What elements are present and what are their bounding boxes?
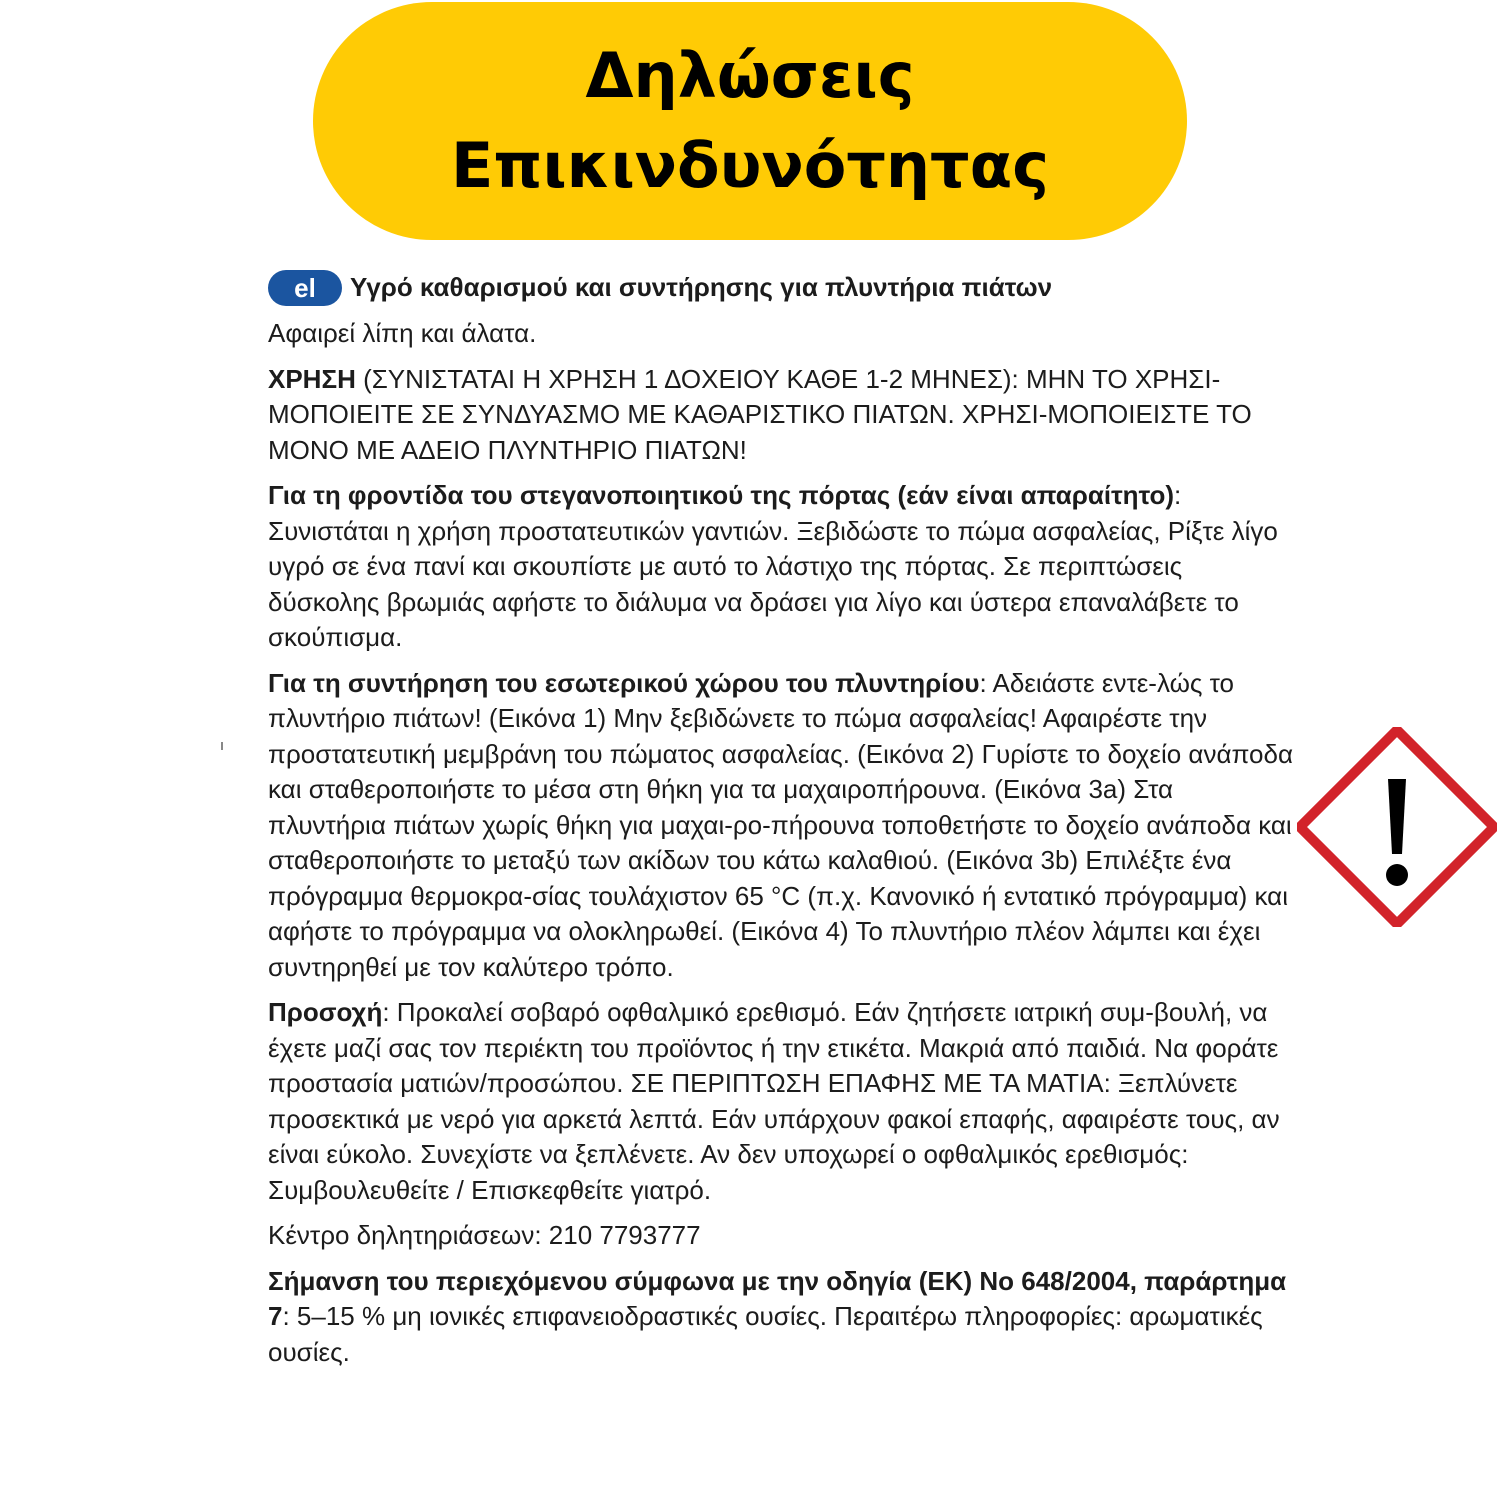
title-banner — [313, 2, 1187, 240]
interior-paragraph — [268, 666, 1298, 986]
door-seal-heading: Για τη φροντίδα του στεγανοποιητικού της πόρτας (εάν είναι απαραίτητο) — [268, 480, 1174, 510]
door-seal-paragraph — [268, 478, 1298, 656]
warning-text: : Προκαλεί σοβαρό οφθαλμικό ερεθισμό. Εάν ζητήσετε ιατρική συμ-βουλή, να έχετε μαζί σας τον περιέκτη του προϊόντος ή την ετικέτα. Μακριά από παιδιά. Να φοράτε προστασία ματιών/προσώπου. ΣΕ ΠΕΡΙΠΤΩΣΗ ΕΠΑΦΗΣ ΜΕ ΤΑ ΜΑΤΙΑ: Ξεπλύνετε προσεκτικά με νερό για αρκετά λεπτά. Εάν υπάρχουν φακοί επαφής, αφαιρέστε τους, αν είναι εύκολο. Συνεχίστε να ξεπλένετε. Αν δεν υποχωρεί ο οφθαλμικός ερεθισμός: Συμβουλευθείτε / Επισκεφθείτε γιατρό. — [268, 997, 1280, 1205]
poison-center-line: Κέντρο δηλητηριάσεων: 210 7793777 — [268, 1220, 701, 1250]
page-title-line-2: Επικινδυνότητας — [451, 129, 1049, 202]
usage-paragraph — [268, 362, 1298, 469]
ghs07-exclamation-mark-icon — [1297, 727, 1497, 927]
interior-text: : Αδειάστε εντε-λώς το πλυντήριο πιάτων! (Εικόνα 1) Μην ξεβιδώνετε το πώμα ασφαλείας! Αφαιρέστε την προστατευτική μεμβράνη του πώματος ασφαλείας. (Εικόνα 2) Γυρίστε το δοχείο ανάποδα και σταθεροποιήστε το μέσα στη θήκη για τα μαχαιροπήρουνα. (Εικόνα 3a) Στα πλυντήρια πιάτων χωρίς θήκη για μαχαι-ρο-πήρουνα τοποθετήστε το δοχείο ανάποδα και σταθεροποιήστε το μεταξύ των ακίδων του κάτω καλαθιού. (Εικόνα 3b) Επιλέξτε ένα πρόγραμμα θερμοκρα-σίας τουλάχιστον 65 °C (π.χ. Κανονικό ή εντατικό πρόγραμμα) και αφήστε το πρόγραμμα να ολοκληρωθεί. (Εικόνα 4) Το πλυντήριο πλέον λάμπει και έχει συντηρηθεί με τον καλύτερο τρόπο. — [268, 667, 1294, 982]
intro-paragraph: Αφαιρεί λίπη και άλατα. — [268, 318, 537, 348]
labeling-paragraph — [268, 1264, 1298, 1371]
labeling-text: : 5–15 % μη ιονικές επιφανειοδραστικές ουσίες. Περαιτέρω πληροφορίες: αρωματικές ουσίες. — [268, 1301, 1263, 1367]
stray-mark — [221, 742, 223, 750]
page-title-line-1: Δηλώσεις — [585, 39, 915, 112]
labeling-heading: Σήμανση του περιεχόμενου σύμφωνα με την οδηγία (ΕΚ) Νο 648/2004, παράρτημα 7 — [268, 1265, 1287, 1331]
product-header — [268, 268, 1298, 308]
usage-heading: ΧΡΗΣΗ — [268, 363, 356, 394]
product-name: Υγρό καθαρισμού και συντήρησης για πλυντήρια πιάτων — [350, 272, 1053, 303]
label-text — [268, 268, 1298, 1380]
warning-paragraph — [268, 995, 1298, 1208]
door-seal-text: : Συνιστάται η χρήση προστατευτικών γαντιών. Ξεβιδώστε το πώμα ασφαλείας, Ρίξτε λίγο υγρό σε ένα πανί και σκουπίστε με αυτό το λάστιχο της πόρτας. Σε περιπτώσεις δύσκολης βρωμιάς αφήστε το διάλυμα να δράσει για λίγο και ύστερα επαναλάβετε το σκούπισμα. — [268, 480, 1278, 652]
language-badge: el — [268, 270, 342, 306]
warning-heading: Προσοχή — [268, 997, 383, 1027]
interior-heading: Για τη συντήρηση του εσωτερικού χώρου του πλυντηρίου — [268, 667, 980, 698]
usage-text: (ΣΥΝΙΣΤΑΤΑΙ Η ΧΡΗΣΗ 1 ΔΟΧΕΙΟΥ ΚΑΘΕ 1-2 ΜΗΝΕΣ): ΜΗΝ ΤΟ ΧΡΗΣΙ-ΜΟΠΟΙΕΙΤΕ ΣΕ ΣΥΝΔΥΑΣΜΟ ΜΕ ΚΑΘΑΡΙΣΤΙΚΟ ΠΙΑΤΩΝ. ΧΡΗΣΙ-ΜΟΠΟΙΕΙΣΤΕ ΤΟ ΜΟΝΟ ΜΕ ΑΔΕΙΟ ΠΛΥΝΤΗΡΙΟ ΠΙΑΤΩΝ! — [268, 363, 1252, 465]
